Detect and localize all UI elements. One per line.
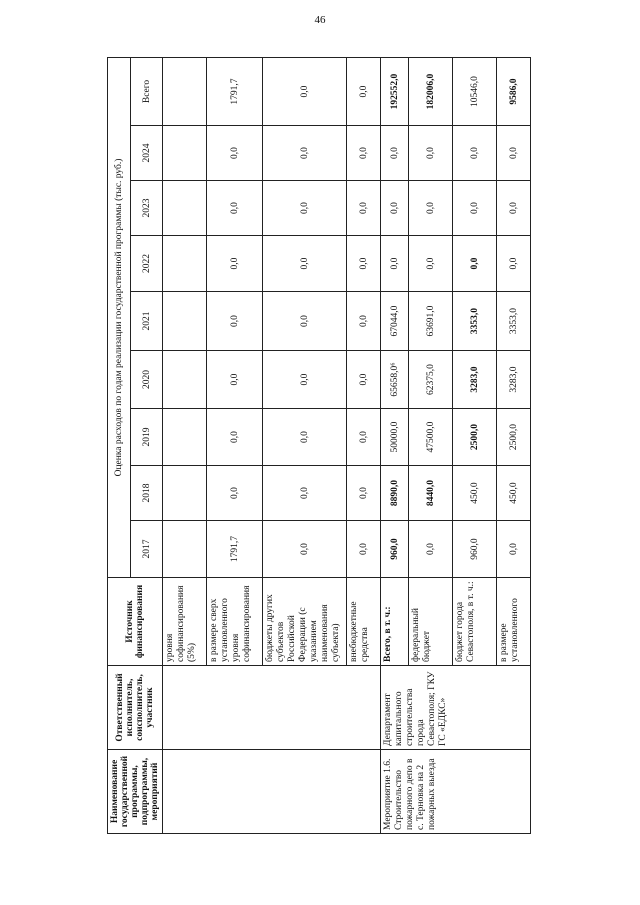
value-cell: 3353,0	[453, 292, 497, 351]
value-cell: 0,0	[347, 236, 381, 292]
rotated-table-area	[107, 58, 527, 834]
value-cell: 0,0	[263, 57, 347, 125]
source-cell: бюджеты других субъектов Российской Федерации (с указанием наименования субъекта)	[263, 578, 347, 666]
value-cell	[163, 181, 207, 236]
value-cell	[163, 409, 207, 466]
header-year: 2020	[131, 351, 163, 409]
value-cell	[163, 351, 207, 409]
table-row	[163, 57, 207, 833]
source-cell: Всего, в т. ч.:	[381, 578, 409, 666]
measure-name: Мероприятие 1.6. Строительство пожарного депо в с. Терновка на 2 пожарных выезда	[381, 750, 531, 834]
value-cell: 10546,0	[453, 57, 497, 125]
value-cell: 0,0	[497, 236, 531, 292]
value-cell: 9586,0	[497, 57, 531, 125]
value-cell: 0,0	[347, 181, 381, 236]
source-cell: уровня софинансирования (5%)	[163, 578, 207, 666]
value-cell: 0,0	[263, 292, 347, 351]
value-cell: 0,0	[453, 126, 497, 181]
header-executor: Ответственный исполнитель, соисполнитель, участник	[108, 666, 163, 750]
value-cell: 3353,0	[497, 292, 531, 351]
value-cell: 960,0	[453, 521, 497, 578]
header-name: Наименование государственной программы, подпрограммы, мероприятий	[108, 750, 163, 834]
value-cell: 450,0	[497, 466, 531, 521]
value-cell: 2500,0	[497, 409, 531, 466]
value-cell: 3283,0	[497, 351, 531, 409]
value-cell: 67044,0	[381, 292, 409, 351]
value-cell: 0,0	[263, 409, 347, 466]
value-cell: 0,0	[263, 466, 347, 521]
value-cell: 0,0	[347, 126, 381, 181]
value-cell: 0,0	[497, 521, 531, 578]
value-cell: 0,0	[207, 466, 263, 521]
value-cell: 0,0	[207, 126, 263, 181]
header-year: 2018	[131, 466, 163, 521]
source-cell: бюджет города Севастополя, в т. ч.:	[453, 578, 497, 666]
value-cell: 0,0	[263, 236, 347, 292]
value-cell: 960,0	[381, 521, 409, 578]
value-cell: 0,0	[409, 181, 453, 236]
value-cell: 0,0	[263, 351, 347, 409]
value-cell	[163, 126, 207, 181]
value-cell: 62375,0	[409, 351, 453, 409]
source-cell: федеральный бюджет	[409, 578, 453, 666]
value-cell: 0,0	[409, 236, 453, 292]
source-cell: внебюджетные средства	[347, 578, 381, 666]
value-cell	[163, 466, 207, 521]
value-cell: 3283,0	[453, 351, 497, 409]
value-cell: 2500,0	[453, 409, 497, 466]
value-cell: 50000,0	[381, 409, 409, 466]
value-cell: 1791,7	[207, 57, 263, 125]
value-cell: 0,0	[347, 466, 381, 521]
value-cell: 0,0	[347, 57, 381, 125]
value-cell: 47500,0	[409, 409, 453, 466]
value-cell	[163, 292, 207, 351]
value-cell: 192552,0	[381, 57, 409, 125]
header-source: Источник финансирования	[108, 578, 163, 666]
value-cell: 0,0	[207, 351, 263, 409]
continuation-name-cell	[163, 750, 381, 834]
value-cell: 0,0	[409, 126, 453, 181]
value-cell: 0,0	[381, 126, 409, 181]
source-cell: в размере установленного	[497, 578, 531, 666]
value-cell: 0,0	[347, 292, 381, 351]
value-cell: 8890,0	[381, 466, 409, 521]
value-cell: 1791,7	[207, 521, 263, 578]
value-cell: 63691,0	[409, 292, 453, 351]
page-number: 46	[314, 14, 326, 26]
header-year: 2019	[131, 409, 163, 466]
measure-executor: Департамент капитального строительства города Севастополя; ГКУ ГС «ЕДКС»	[381, 666, 531, 750]
value-cell: 0,0	[453, 236, 497, 292]
value-cell: 0,0	[207, 236, 263, 292]
value-cell: 0,0	[347, 351, 381, 409]
budget-table	[107, 57, 531, 834]
header-year: 2023	[131, 181, 163, 236]
value-cell: 0,0	[207, 409, 263, 466]
header-year: 2022	[131, 236, 163, 292]
value-cell: 0,0	[207, 292, 263, 351]
value-cell: 0,0	[263, 126, 347, 181]
value-cell: 0,0	[263, 181, 347, 236]
continuation-executor-cell	[163, 666, 381, 750]
value-cell: 0,0	[263, 521, 347, 578]
value-cell: 0,0	[409, 521, 453, 578]
value-cell: 0,0	[347, 521, 381, 578]
value-cell	[163, 57, 207, 125]
value-cell: 0,0	[207, 181, 263, 236]
header-year: 2017	[131, 521, 163, 578]
value-cell: 65658,0⁶	[381, 351, 409, 409]
source-cell: в размере сверх установленного уровня софинансирования	[207, 578, 263, 666]
header-estimate: Оценка расходов по годам реализации государственной программы (тыс. руб.)	[108, 57, 131, 577]
header-year: 2021	[131, 292, 163, 351]
header-year: 2024	[131, 126, 163, 181]
value-cell: 0,0	[347, 409, 381, 466]
value-cell: 0,0	[453, 181, 497, 236]
value-cell: 0,0	[381, 236, 409, 292]
table-row	[381, 57, 409, 833]
value-cell: 0,0	[497, 181, 531, 236]
value-cell	[163, 236, 207, 292]
header-total: Всего	[131, 57, 163, 125]
value-cell: 0,0	[381, 181, 409, 236]
value-cell: 0,0	[497, 126, 531, 181]
value-cell: 8440,0	[409, 466, 453, 521]
value-cell	[163, 521, 207, 578]
value-cell: 450,0	[453, 466, 497, 521]
value-cell: 182006,0	[409, 57, 453, 125]
